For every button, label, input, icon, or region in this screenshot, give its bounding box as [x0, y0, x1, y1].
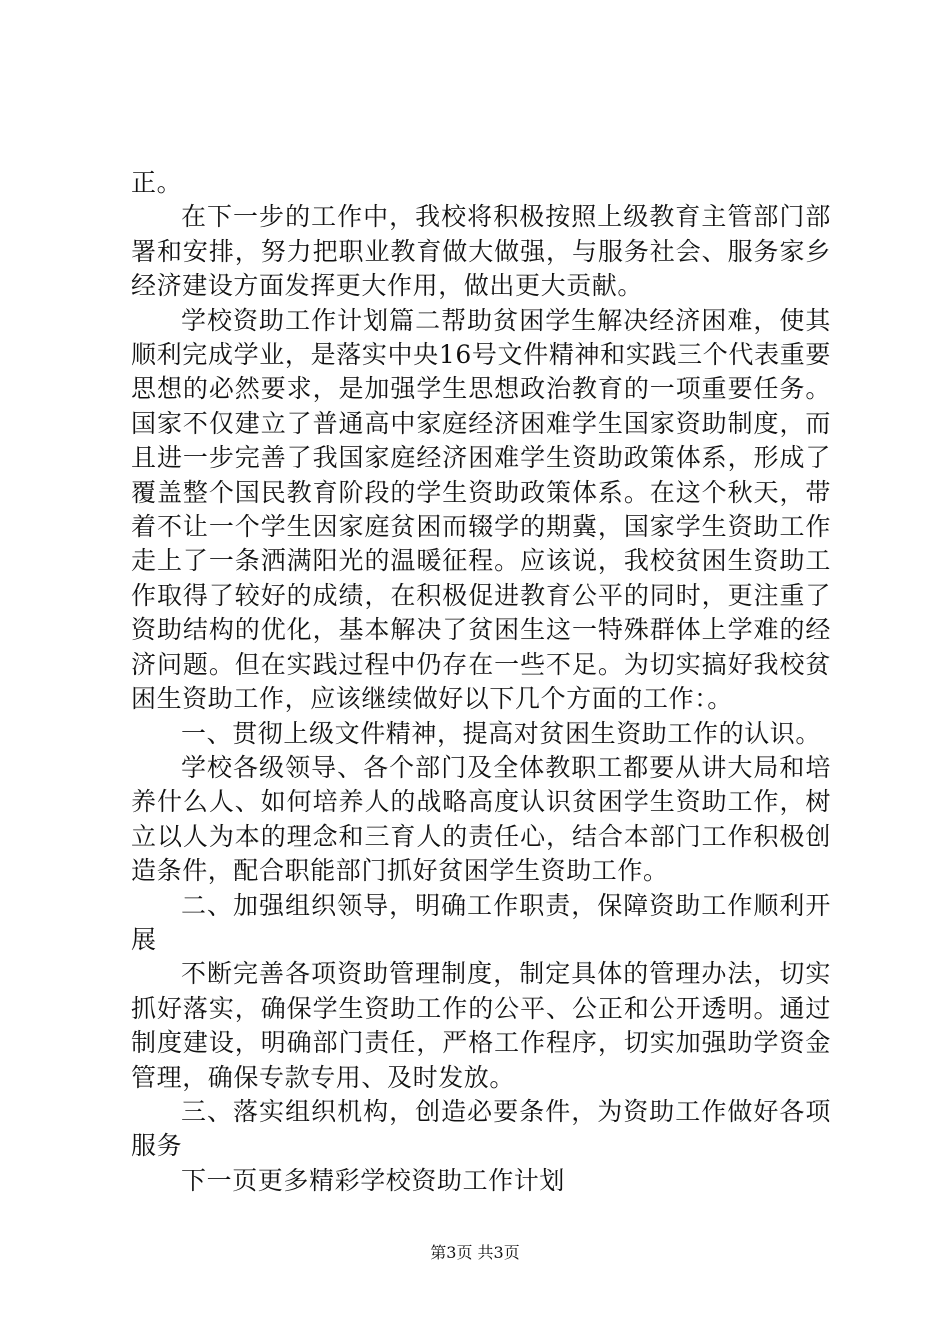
- paragraph-section-two: 不断完善各项资助管理制度，制定具体的管理办法，切实抓好落实，确保学生资助工作的公平、公正和公开透明。通过制度建设，明确部门责任，严格工作程序，切实加强助学资金管理，确保专款专用、及时发放。: [131, 959, 831, 1092]
- paragraph-section-one: 学校各级领导、各个部门及全体教职工都要从讲大局和培养什么人、如何培养人的战略高度认识贫困学生资助工作，树立以人为本的理念和三育人的责任心，结合本部门工作积极创造条件，配合职能部门抓好贫困学生资助工作。: [131, 752, 831, 886]
- next-page-link-text: 下一页更多精彩学校资助工作计划: [181, 1165, 566, 1195]
- page-number-footer: 第3页 共3页: [430, 1243, 520, 1262]
- section-heading-one: 一、贯彻上级文件精神，提高对贫困生资助工作的认识。: [181, 718, 822, 748]
- paragraph-next-steps: 在下一步的工作中，我校将积极按照上级教育主管部门部署和安排，努力把职业教育做大做强，与服务社会、服务家乡经济建设方面发挥更大作用，做出更大贡献。: [131, 202, 831, 301]
- section-heading-three: 三、落实组织机构，创造必要条件，为资助工作做好各项服务: [131, 1096, 831, 1161]
- paragraph-continuation: 正。: [131, 168, 183, 197]
- document-body: [131, 166, 831, 1198]
- paragraph-plan-two-intro: 学校资助工作计划篇二帮助贫困学生解决经济困难，使其顺利完成学业，是落实中央16号文件精神和实践三个代表重要思想的必然要求，是加强学生思想政治教育的一项重要任务。国家不仅建立了普通高中家庭经济困难学生国家资助制度，而且进一步完善了我国家庭经济困难学生资助政策体系，形成了覆盖整个国民教育阶段的学生资助政策体系。在这个秋天，带着不让一个学生因家庭贫困而辍学的期冀，国家学生资助工作走上了一条洒满阳光的温暖征程。应该说，我校贫困生资助工作取得了较好的成绩，在积极促进教育公平的同时，更注重了资助结构的优化，基本解决了贫困生这一特殊群体上学难的经济问题。但在实践过程中仍存在一些不足。为切实搞好我校贫困生资助工作，应该继续做好以下几个方面的工作：。: [131, 305, 831, 714]
- section-heading-two: 二、加强组织领导，明确工作职责，保障资助工作顺利开展: [131, 890, 831, 954]
